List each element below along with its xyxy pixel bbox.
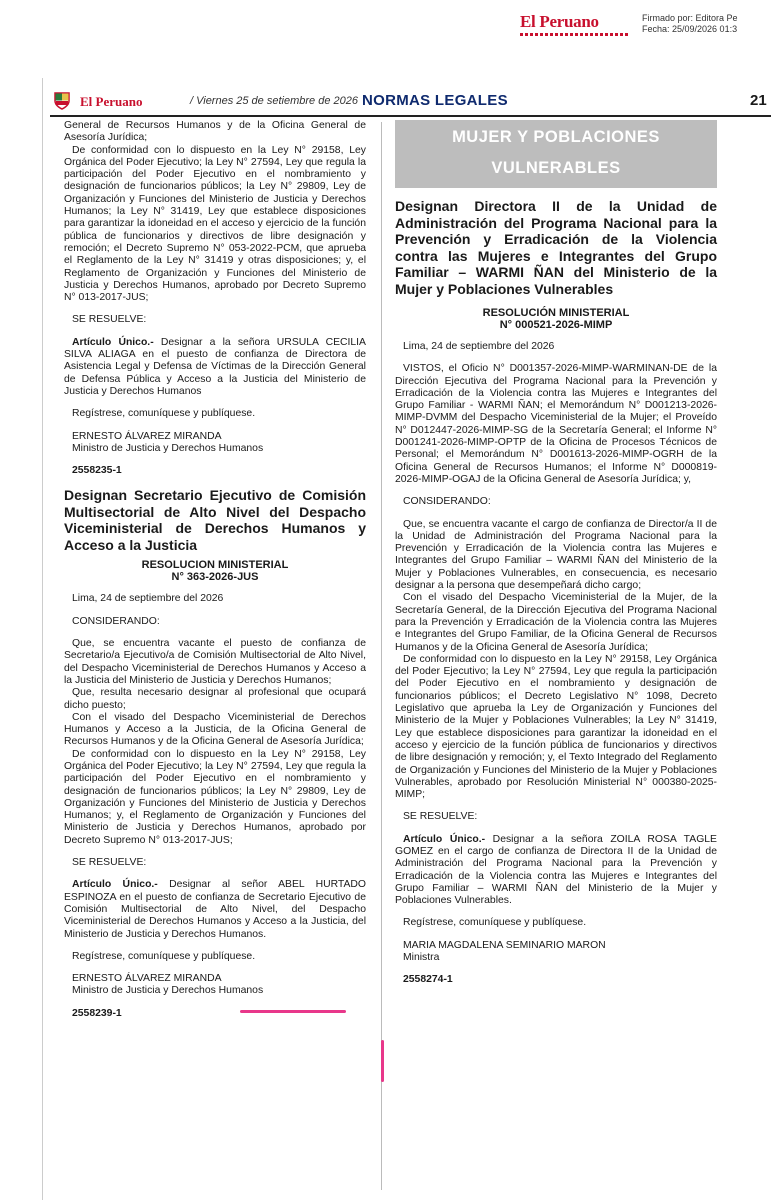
el-peruano-logo bbox=[520, 12, 640, 36]
resuelve-label: SE RESUELVE: bbox=[403, 811, 478, 823]
closing: Regístrese, comuníquese y publíquese. bbox=[72, 950, 256, 962]
signatory-role: Ministro de Justicia y Derechos Humanos bbox=[72, 442, 264, 454]
signatory-name: ERNESTO ÁLVAREZ MIRANDA bbox=[72, 973, 222, 985]
resolution-title: RESOLUCIÓN MINISTERIAL bbox=[482, 307, 630, 319]
paragraph: Que, resulta necesario designar al profesional que ocupará dicho puesto; bbox=[64, 687, 366, 711]
signatory-role: Ministro de Justicia y Derechos Humanos bbox=[72, 985, 264, 997]
page-number: 21 bbox=[750, 92, 767, 109]
resuelve-label: SE RESUELVE: bbox=[72, 314, 147, 326]
article-text: Designar a la señora ZOILA ROSA TAGLE GOMEZ en el cargo de confianza de Directora II de la Unidad de Administración del Programa Nacional para la Prevención y Erradicación de la Violencia contra las Mujeres e Integrantes del Grupo Familiar – WARMI ÑAN del Ministerio de la Mujer y Poblaciones Vulnerables. bbox=[395, 833, 717, 907]
resolution-number: N° 000521-2026-MIMP bbox=[499, 319, 613, 331]
signatory-role: Ministra bbox=[403, 952, 440, 964]
resuelve-label: SE RESUELVE: bbox=[72, 857, 147, 869]
top-bar bbox=[0, 0, 771, 40]
paragraph: De conformidad con lo dispuesto en la Ley N° 29158, Ley Orgánica del Poder Ejecutivo; la Ley N° 27594, Ley que regula la participación del Poder Ejecutivo en el nombramiento y designación de funcionarios públicos; la Ley N° 29809, Ley de Organización y Funciones del Ministerio de Justicia y Derechos Humanos; la Ley N° 31419, Ley que establece disposiciones para garantizar la idoneidad en el acceso y ejercicio de la función pública de funcionarios y directivos de libre designación y remoción; el Decreto Supremo N° 053-2022-PCM, que aprueba el Reglamento de la Ley N° 31419 y otras disposiciones; y, el Reglamento de Organización y Funciones del Ministerio de Justicia y Derechos Humanos, aprobado por Decreto Supremo N° 013-2017-JUS; bbox=[64, 144, 366, 304]
closing: Regístrese, comuníquese y publíquese. bbox=[403, 917, 587, 929]
issue-date: Lima, 24 de septiembre del 2026 bbox=[72, 593, 224, 605]
header-brand: El Peruano bbox=[80, 94, 143, 109]
signatory-name: MARIA MAGDALENA SEMINARIO MARON bbox=[403, 939, 606, 951]
article-paragraph bbox=[64, 337, 366, 398]
left-column bbox=[64, 120, 366, 1020]
banner-line: VULNERABLES bbox=[491, 159, 621, 177]
norm-heading: Designan Secretario Ejecutivo de Comisión Multisectorial de Alto Nivel del Despacho Viceministerial de Derechos Humanos y Acceso a la Justicia bbox=[64, 487, 366, 553]
article-label: Artículo Único.- bbox=[72, 336, 154, 348]
paragraph: De conformidad con lo dispuesto en la Ley N° 29158, Ley Orgánica del Poder Ejecutivo; la Ley N° 27594, Ley que regula la participación del Poder Ejecutivo en el nombramiento y designación de funcionarios públicos; la Ley N° 29809, Ley de Organización y Funciones del Ministerio de Justicia y Derechos Humanos; y, el Reglamento de Organización y Funciones del Ministerio de Justicia y Derechos Humanos, aprobado por Decreto Supremo N° 013-2017-JUS; bbox=[64, 748, 366, 846]
article-paragraph bbox=[64, 879, 366, 940]
considerando-label: CONSIDERANDO: bbox=[72, 615, 160, 627]
paragraph: Que, se encuentra vacante el puesto de confianza de Secretario/a Ejecutivo/a de Comisión Multisectorial de Alto Nivel, del Despacho Viceministerial de Derechos Humanos y Acceso a la Justicia del Ministerio de Justicia y Derechos Humanos; bbox=[64, 638, 366, 686]
signed-date: Fecha: 25/09/2026 01:3 bbox=[642, 24, 738, 34]
article-paragraph bbox=[395, 834, 717, 908]
considerando-label: CONSIDERANDO: bbox=[403, 496, 491, 508]
signatory-name: ERNESTO ÁLVAREZ MIRANDA bbox=[72, 430, 222, 442]
article-label: Artículo Único.- bbox=[72, 879, 158, 891]
highlight-margin-mark bbox=[381, 1040, 384, 1082]
norm-heading: Designan Directora II de la Unidad de Administración del Programa Nacional para la Prevención y Erradicación de la Violencia contra las Mujeres e Integrantes del Grupo Familiar – WARMI ÑAN del Ministerio de la Mujer y Poblaciones Vulnerables bbox=[395, 198, 717, 297]
paragraph: General de Recursos Humanos y de la Oficina General de Asesoría Jurídica; bbox=[64, 120, 366, 144]
vistos-paragraph: VISTOS, el Oficio N° D001357-2026-MIMP-WARMINAN-DE de la Dirección Ejecutiva del Programa Nacional para la Prevención y Erradicación de la Violencia contra las Mujeres e Integrantes del Grupo Familiar - WARMI ÑAN; el Memorándum N° D001213-2026-MIMP-DVMM del Despacho Viceministerial de la Mujer; el Proveído N° D012447-2026-MIMP-SG de la Secretaría General; el Informe N° D001241-2026-MIMP-OPTP de la Oficina de Procesos Técnicos de Personal; el Memorándum N° D001613-2026-MIMP-OGRH de la Oficina General de Recursos Humanos; el Informe N° D000819-2026-MIMP-OGAJ de la Oficina General de Asesoría Jurídica; y, bbox=[395, 363, 717, 485]
page-header bbox=[50, 90, 771, 114]
coat-of-arms-icon bbox=[52, 91, 72, 111]
section-banner bbox=[395, 120, 717, 188]
publication-code: 2558239-1 bbox=[72, 1007, 122, 1019]
header-rule bbox=[50, 115, 771, 117]
paragraph: Con el visado del Despacho Viceministerial de Derechos Humanos y Acceso a la Justicia, de la Oficina General de Recursos Humanos y de la Oficina General de Asesoría Jurídica; bbox=[64, 711, 366, 748]
closing: Regístrese, comuníquese y publíquese. bbox=[72, 408, 256, 420]
article-label: Artículo Único.- bbox=[403, 833, 486, 845]
publication-code: 2558274-1 bbox=[403, 974, 453, 986]
column-divider bbox=[381, 122, 382, 1190]
paragraph: Con el visado del Despacho Viceministerial de la Mujer, de la Secretaría General, de la Dirección Ejecutiva del Programa Nacional para la Prevención y Erradicación de la Violencia contra las Mujeres e Integrantes del Grupo Familiar, de la Oficina General de Recursos Humanos y de la Oficina General de Asesoría Jurídica; bbox=[395, 592, 717, 653]
resolution-title: RESOLUCION MINISTERIAL bbox=[141, 559, 289, 572]
signed-by: Firmado por: Editora Pe bbox=[642, 13, 738, 23]
article-text: Designar a la señora URSULA CECILIA SILVA ALIAGA en el puesto de confianza de Directora de Asistencia Legal y Defensa de Víctimas de la Dirección General de Defensa Pública y Acceso a la Justicia del Ministerio de Justicia y Derechos Humanos bbox=[64, 336, 366, 397]
header-date: / Viernes 25 de setiembre de 2026 bbox=[190, 95, 358, 107]
banner-line: MUJER Y POBLACIONES bbox=[452, 128, 660, 146]
resolution-number: N° 363-2026-JUS bbox=[171, 571, 259, 584]
right-column bbox=[395, 120, 717, 987]
logo-text: El Peruano bbox=[520, 12, 599, 31]
digital-signature bbox=[642, 13, 738, 35]
logo-underline bbox=[520, 33, 630, 36]
publication-code: 2558235-1 bbox=[72, 465, 122, 477]
paragraph: Que, se encuentra vacante el cargo de confianza de Director/a II de la Unidad de Administración del Programa Nacional para la Prevención y Erradicación de la Violencia contra las Mujeres e Integrantes del Grupo Familiar – WARMI ÑAN del Ministerio de la Mujer y Poblaciones Vulnerables, en consecuencia, es necesario designar a la persona que desempeñará dicho cargo; bbox=[395, 518, 717, 592]
paragraph: De conformidad con lo dispuesto en la Ley N° 29158, Ley Orgánica del Poder Ejecutivo; la Ley N° 27594, Ley que regula la participación del Poder Ejecutivo en el nombramiento y designación de funcionarios públicos; el Decreto Legislativo N° 1098, Decreto Legislativo que aprueba la Ley de Organización y Funciones del Ministerio de la Mujer y Poblaciones Vulnerables; la Ley N° 31419, Ley que establece disposiciones para garantizar la idoneidad en el acceso y ejercicio de la función pública de funcionarios y directivos de libre designación y remoción; y, el Texto Integrado del Reglamento de Organización y Funciones del Ministerio de la Mujer y Poblaciones Vulnerables, aprobado por Resolución Ministerial N° 000380-2025-MIMP; bbox=[395, 653, 717, 801]
section-title: NORMAS LEGALES bbox=[362, 92, 508, 109]
highlight-underline-mark bbox=[240, 1010, 346, 1013]
issue-date: Lima, 24 de septiembre del 2026 bbox=[403, 341, 555, 352]
article-text: Designar al señor ABEL HURTADO ESPINOZA en el puesto de confianza de Secretario Ejecutivo de Comisión Multisectorial de Alto Nivel, del Despacho Viceministerial de Derechos Humanos y Acceso a la Justicia, del Ministerio de Justicia y Derechos Humanos. bbox=[64, 879, 366, 940]
